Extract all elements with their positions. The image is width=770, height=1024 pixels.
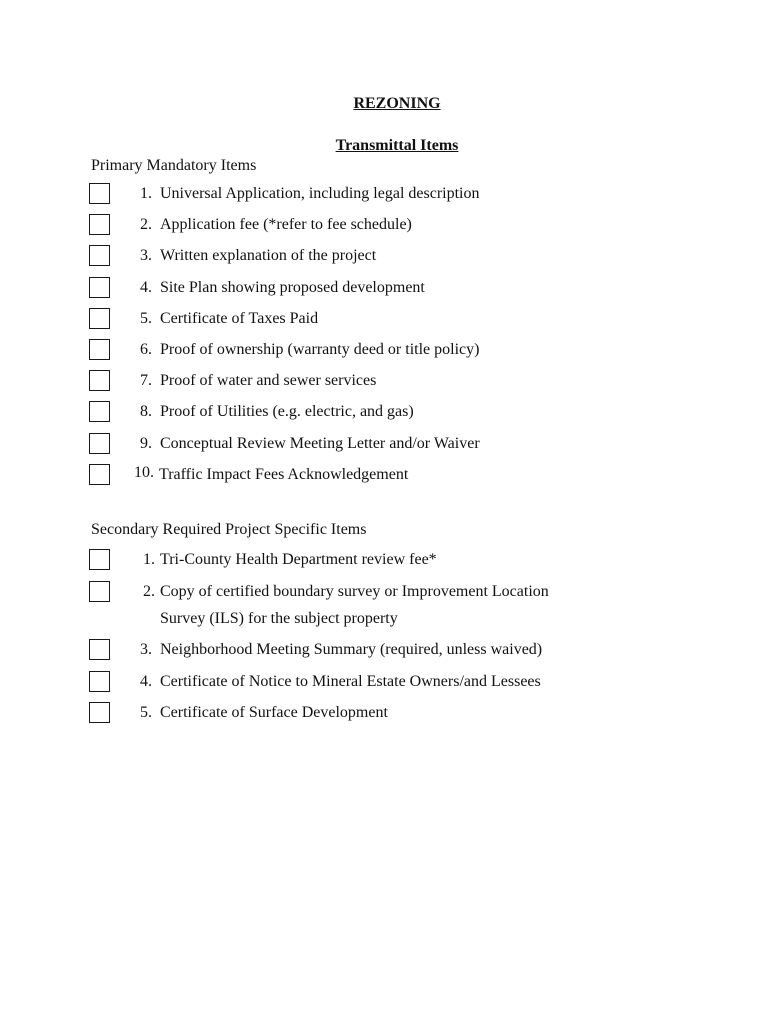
- secondary-checkbox-1[interactable]: [89, 549, 110, 570]
- primary-item-1-number: 1.: [140, 185, 152, 202]
- primary-item-9-text: Conceptual Review Meeting Letter and/or Waiver: [160, 435, 480, 452]
- secondary-item-1-text: Tri-County Health Department review fee*: [160, 551, 437, 568]
- secondary-checkbox-5[interactable]: [89, 702, 110, 723]
- primary-checkbox-10[interactable]: [89, 464, 110, 485]
- secondary-item-2-text: Copy of certified boundary survey or Improvement Location: [160, 583, 549, 600]
- primary-item-6-text: Proof of ownership (warranty deed or title policy): [160, 341, 480, 358]
- secondary-item-3-number: 3.: [140, 641, 152, 658]
- document-title: REZONING: [353, 95, 441, 112]
- primary-item-8-number: 8.: [140, 403, 152, 420]
- primary-item-2-text: Application fee (*refer to fee schedule): [160, 216, 412, 233]
- secondary-checkbox-2[interactable]: [89, 581, 110, 602]
- primary-heading: Primary Mandatory Items: [91, 157, 257, 174]
- primary-item-4-number: 4.: [140, 279, 152, 296]
- primary-item-8-text: Proof of Utilities (e.g. electric, and gas): [160, 403, 414, 420]
- primary-item-10-number: 10.: [134, 464, 154, 481]
- primary-checkbox-3[interactable]: [89, 245, 110, 266]
- secondary-item-5-number: 5.: [140, 704, 152, 721]
- primary-item-7-text: Proof of water and sewer services: [160, 372, 377, 389]
- secondary-item-2-text-continued: Survey (ILS) for the subject property: [160, 610, 398, 627]
- primary-item-3-number: 3.: [140, 247, 152, 264]
- primary-item-2-number: 2.: [140, 216, 152, 233]
- primary-checkbox-9[interactable]: [89, 433, 110, 454]
- primary-checkbox-5[interactable]: [89, 308, 110, 329]
- secondary-item-3-text: Neighborhood Meeting Summary (required, unless waived): [160, 641, 543, 658]
- primary-item-7-number: 7.: [140, 372, 152, 389]
- document-subtitle: Transmittal Items: [335, 137, 459, 154]
- primary-item-5-number: 5.: [140, 310, 152, 327]
- primary-checkbox-8[interactable]: [89, 401, 110, 422]
- primary-item-1-text: Universal Application, including legal description: [160, 185, 480, 202]
- secondary-item-2-number: 2.: [143, 583, 155, 600]
- secondary-checkbox-3[interactable]: [89, 639, 110, 660]
- primary-checkbox-2[interactable]: [89, 214, 110, 235]
- secondary-checkbox-4[interactable]: [89, 671, 110, 692]
- secondary-item-1-number: 1.: [143, 551, 155, 568]
- primary-item-5-text: Certificate of Taxes Paid: [160, 310, 319, 327]
- primary-checkbox-4[interactable]: [89, 277, 110, 298]
- primary-checkbox-1[interactable]: [89, 183, 110, 204]
- primary-item-10-text: Traffic Impact Fees Acknowledgement: [159, 466, 409, 483]
- primary-item-6-number: 6.: [140, 341, 152, 358]
- primary-checkbox-7[interactable]: [89, 370, 110, 391]
- secondary-heading: Secondary Required Project Specific Items: [91, 521, 367, 538]
- primary-item-9-number: 9.: [140, 435, 152, 452]
- primary-item-4-text: Site Plan showing proposed development: [160, 279, 425, 296]
- primary-checkbox-6[interactable]: [89, 339, 110, 360]
- secondary-item-4-text: Certificate of Notice to Mineral Estate Owners/and Lessees: [160, 673, 541, 690]
- primary-item-3-text: Written explanation of the project: [160, 247, 377, 264]
- secondary-item-5-text: Certificate of Surface Development: [160, 704, 388, 721]
- secondary-item-4-number: 4.: [140, 673, 152, 690]
